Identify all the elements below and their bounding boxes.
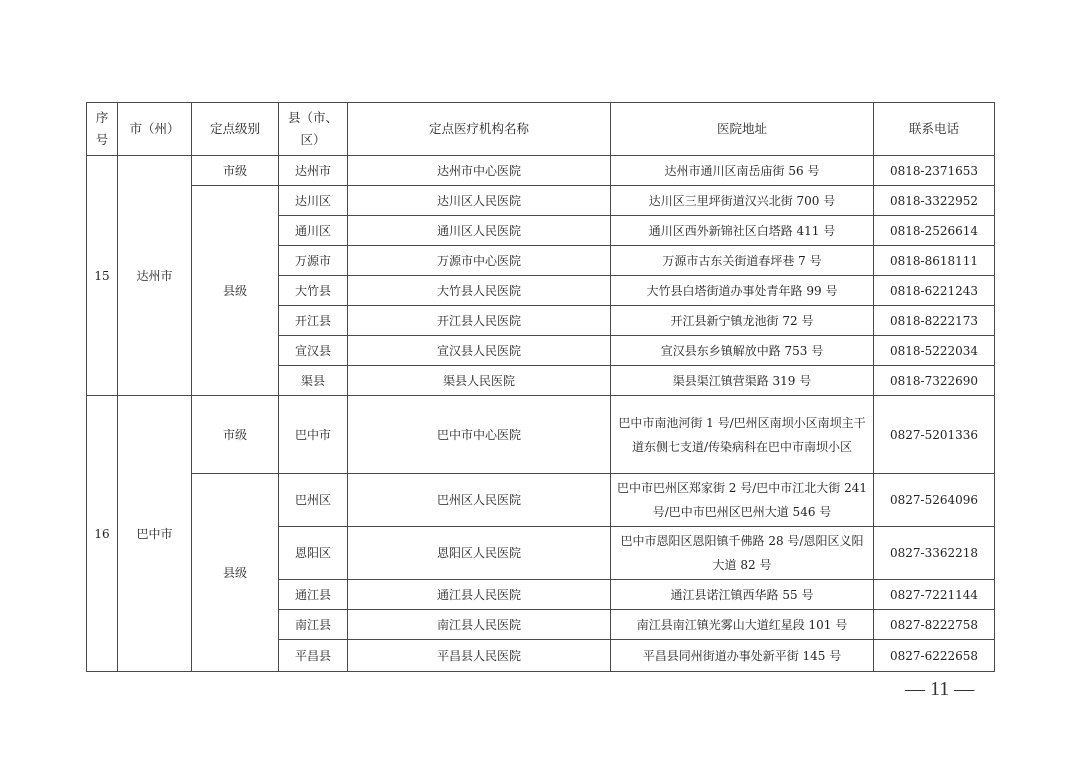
table-row — [87, 186, 995, 216]
address-cell: 开江县新宁镇龙池街 72 号 — [611, 306, 874, 336]
seq-cell: 15 — [87, 156, 118, 396]
address-cell: 渠县渠江镇营渠路 319 号 — [611, 366, 874, 396]
address-cell: 通江县诺江镇西华路 55 号 — [611, 580, 874, 610]
phone-cell: 0818-8618111 — [874, 246, 995, 276]
header-address: 医院地址 — [611, 103, 874, 156]
address-cell: 南江县南江镇光雾山大道红星段 101 号 — [611, 610, 874, 640]
name-cell: 宣汉县人民医院 — [348, 336, 611, 366]
phone-cell: 0818-5222034 — [874, 336, 995, 366]
phone-cell: 0827-6222658 — [874, 640, 995, 672]
county-cell: 通江县 — [279, 580, 348, 610]
level-cell: 县级 — [192, 186, 279, 396]
county-cell: 平昌县 — [279, 640, 348, 672]
name-cell: 南江县人民医院 — [348, 610, 611, 640]
name-cell: 平昌县人民医院 — [348, 640, 611, 672]
seq-cell: 16 — [87, 396, 118, 672]
name-cell: 开江县人民医院 — [348, 306, 611, 336]
city-cell: 达州市 — [118, 156, 192, 396]
phone-cell: 0827-5264096 — [874, 474, 995, 527]
address-cell: 巴中市南池河街 1 号/巴州区南坝小区南坝主干道东侧七支道/传染病科在巴中市南坝小区 — [611, 396, 874, 474]
county-cell: 达川区 — [279, 186, 348, 216]
address-cell: 大竹县白塔街道办事处青年路 99 号 — [611, 276, 874, 306]
table-row — [87, 156, 995, 186]
name-cell: 巴州区人民医院 — [348, 474, 611, 527]
phone-cell: 0827-7221144 — [874, 580, 995, 610]
phone-cell: 0827-8222758 — [874, 610, 995, 640]
name-cell: 巴中市中心医院 — [348, 396, 611, 474]
page-number: — 11 — — [905, 678, 975, 700]
address-cell: 达川区三里坪街道汉兴北街 700 号 — [611, 186, 874, 216]
address-cell: 万源市古东关街道春坪巷 7 号 — [611, 246, 874, 276]
county-cell: 宣汉县 — [279, 336, 348, 366]
county-cell: 开江县 — [279, 306, 348, 336]
county-cell: 通川区 — [279, 216, 348, 246]
address-cell: 宣汉县东乡镇解放中路 753 号 — [611, 336, 874, 366]
phone-cell: 0827-5201336 — [874, 396, 995, 474]
header-level: 定点级别 — [192, 103, 279, 156]
name-cell: 万源市中心医院 — [348, 246, 611, 276]
county-cell: 达州市 — [279, 156, 348, 186]
name-cell: 达州市中心医院 — [348, 156, 611, 186]
city-cell: 巴中市 — [118, 396, 192, 672]
level-cell: 市级 — [192, 396, 279, 474]
header-name: 定点医疗机构名称 — [348, 103, 611, 156]
level-cell: 市级 — [192, 156, 279, 186]
name-cell: 通江县人民医院 — [348, 580, 611, 610]
header-seq: 序号 — [87, 103, 118, 156]
header-city: 市（州） — [118, 103, 192, 156]
county-cell: 巴中市 — [279, 396, 348, 474]
header-phone: 联系电话 — [874, 103, 995, 156]
county-cell: 万源市 — [279, 246, 348, 276]
phone-cell: 0818-7322690 — [874, 366, 995, 396]
phone-cell: 0827-3362218 — [874, 527, 995, 580]
county-cell: 恩阳区 — [279, 527, 348, 580]
name-cell: 恩阳区人民医院 — [348, 527, 611, 580]
address-cell: 平昌县同州街道办事处新平街 145 号 — [611, 640, 874, 672]
phone-cell: 0818-8222173 — [874, 306, 995, 336]
hospital-table — [86, 102, 995, 672]
phone-cell: 0818-3322952 — [874, 186, 995, 216]
name-cell: 渠县人民医院 — [348, 366, 611, 396]
address-cell: 巴中市恩阳区恩阳镇千佛路 28 号/恩阳区义阳大道 82 号 — [611, 527, 874, 580]
name-cell: 大竹县人民医院 — [348, 276, 611, 306]
level-cell: 县级 — [192, 474, 279, 672]
table-row — [87, 396, 995, 474]
county-cell: 巴州区 — [279, 474, 348, 527]
name-cell: 通川区人民医院 — [348, 216, 611, 246]
county-cell: 大竹县 — [279, 276, 348, 306]
name-cell: 达川区人民医院 — [348, 186, 611, 216]
county-cell: 渠县 — [279, 366, 348, 396]
county-cell: 南江县 — [279, 610, 348, 640]
phone-cell: 0818-6221243 — [874, 276, 995, 306]
address-cell: 通川区西外新锦社区白塔路 411 号 — [611, 216, 874, 246]
phone-cell: 0818-2526614 — [874, 216, 995, 246]
table-row — [87, 474, 995, 527]
address-cell: 达州市通川区南岳庙街 56 号 — [611, 156, 874, 186]
header-county: 县（市、区） — [279, 103, 348, 156]
address-cell: 巴中市巴州区郑家街 2 号/巴中市江北大街 241 号/巴中市巴州区巴州大道 546 号 — [611, 474, 874, 527]
phone-cell: 0818-2371653 — [874, 156, 995, 186]
table-header-row — [87, 103, 995, 156]
